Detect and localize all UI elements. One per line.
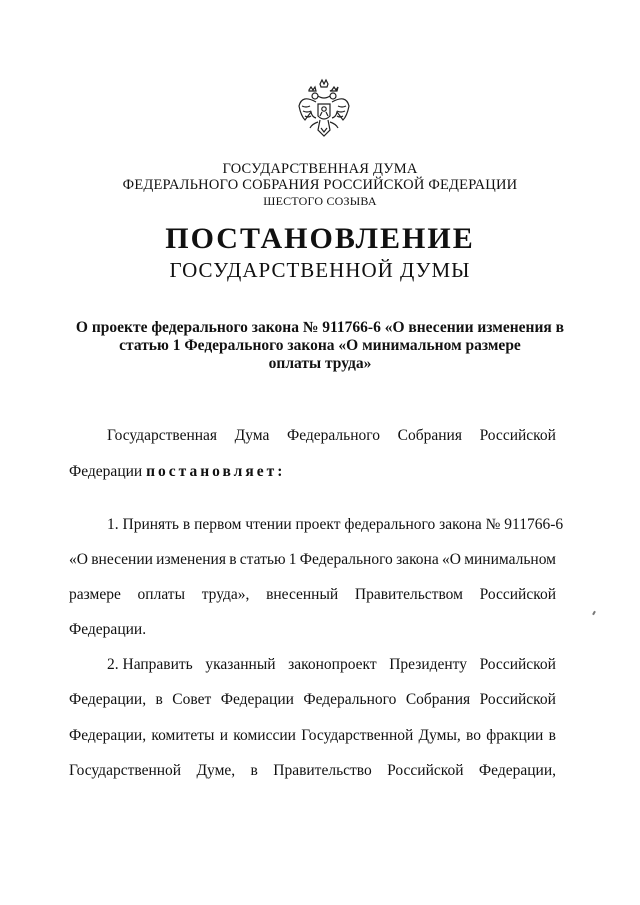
body-line: 1. Принять в первом чтении проект федерального закона № 911766-6 bbox=[107, 516, 564, 533]
word: фракции bbox=[486, 727, 544, 744]
word: оплаты bbox=[137, 586, 185, 603]
subject-line: О проекте федерального закона № 911766-6 «О внесении изменения в bbox=[75, 319, 565, 336]
body-line bbox=[69, 585, 556, 605]
document-title: ПОСТАНОВЛЕНИЕ bbox=[165, 222, 475, 255]
body-line bbox=[69, 462, 556, 482]
word: Правительством bbox=[354, 586, 463, 603]
word: Федерального bbox=[286, 427, 381, 444]
word: Собрания bbox=[405, 691, 471, 708]
word: Президенту bbox=[389, 656, 467, 673]
word: Государственной bbox=[69, 762, 182, 779]
body-line bbox=[69, 761, 556, 781]
word: Федерации, bbox=[69, 691, 147, 708]
word: Российской bbox=[479, 427, 556, 444]
word: комиссии bbox=[233, 727, 296, 744]
word: комитеты bbox=[151, 727, 215, 744]
word: Российской bbox=[479, 656, 556, 673]
word: Российской bbox=[479, 586, 556, 603]
word: законопроект bbox=[288, 656, 377, 673]
word: 2. Направить bbox=[107, 656, 193, 673]
word: изменения bbox=[156, 551, 226, 568]
word: Федерации bbox=[220, 691, 294, 708]
russian-coat-of-arms-icon bbox=[296, 78, 352, 142]
word: внесенный bbox=[266, 586, 339, 603]
word: в bbox=[155, 691, 163, 708]
word: во bbox=[466, 727, 481, 744]
word: Российской bbox=[387, 762, 464, 779]
word: Правительство bbox=[273, 762, 372, 779]
subject-line: оплаты труда» bbox=[268, 355, 372, 372]
subject-line: статью 1 Федерального закона «О минимальном размере bbox=[119, 337, 521, 354]
word: внесении bbox=[91, 551, 153, 568]
header-convocation: ШЕСТОГО СОЗЫВА bbox=[263, 194, 377, 208]
body-line bbox=[69, 726, 556, 746]
document-subject bbox=[0, 319, 640, 373]
header-org-line2: ФЕДЕРАЛЬНОГО СОБРАНИЯ РОССИЙСКОЙ ФЕДЕРАЦИИ bbox=[122, 177, 518, 193]
word: Федерации, bbox=[69, 727, 147, 744]
document-subtitle: ГОСУДАРСТВЕННОЙ ДУМЫ bbox=[169, 258, 471, 282]
word: закона bbox=[396, 551, 439, 568]
body-line bbox=[69, 550, 556, 570]
word: Совет bbox=[172, 691, 212, 708]
word: Думе, bbox=[196, 762, 236, 779]
header-org-line1: ГОСУДАРСТВЕННАЯ ДУМА bbox=[222, 161, 418, 177]
word: Государственной bbox=[301, 727, 414, 744]
word: Федерации, bbox=[478, 762, 556, 779]
word: Собрания bbox=[397, 427, 462, 444]
word: Государственная bbox=[107, 427, 218, 444]
word: минимальном bbox=[464, 551, 556, 568]
resolves-keyword: постановляет: bbox=[146, 463, 286, 480]
word: указанный bbox=[205, 656, 276, 673]
word: Думы, bbox=[418, 727, 461, 744]
scan-speck bbox=[592, 611, 596, 615]
word: 1 bbox=[288, 551, 297, 568]
word: в bbox=[548, 727, 556, 744]
word: в bbox=[250, 762, 258, 779]
body-line: Федерации. bbox=[69, 621, 147, 638]
word: Российской bbox=[479, 691, 556, 708]
word: Дума bbox=[234, 427, 270, 444]
body-line bbox=[69, 655, 556, 675]
word: Федерального bbox=[303, 691, 397, 708]
word: Федерального bbox=[299, 551, 393, 568]
word: «О bbox=[441, 551, 461, 568]
word: труда», bbox=[201, 586, 250, 603]
body-line bbox=[69, 690, 556, 710]
body-line bbox=[69, 426, 556, 446]
word: и bbox=[219, 727, 229, 744]
word: Федерации bbox=[69, 463, 143, 480]
word: статью bbox=[239, 551, 286, 568]
word: в bbox=[229, 551, 237, 568]
word: размере bbox=[69, 586, 121, 603]
word: «О bbox=[69, 551, 88, 568]
